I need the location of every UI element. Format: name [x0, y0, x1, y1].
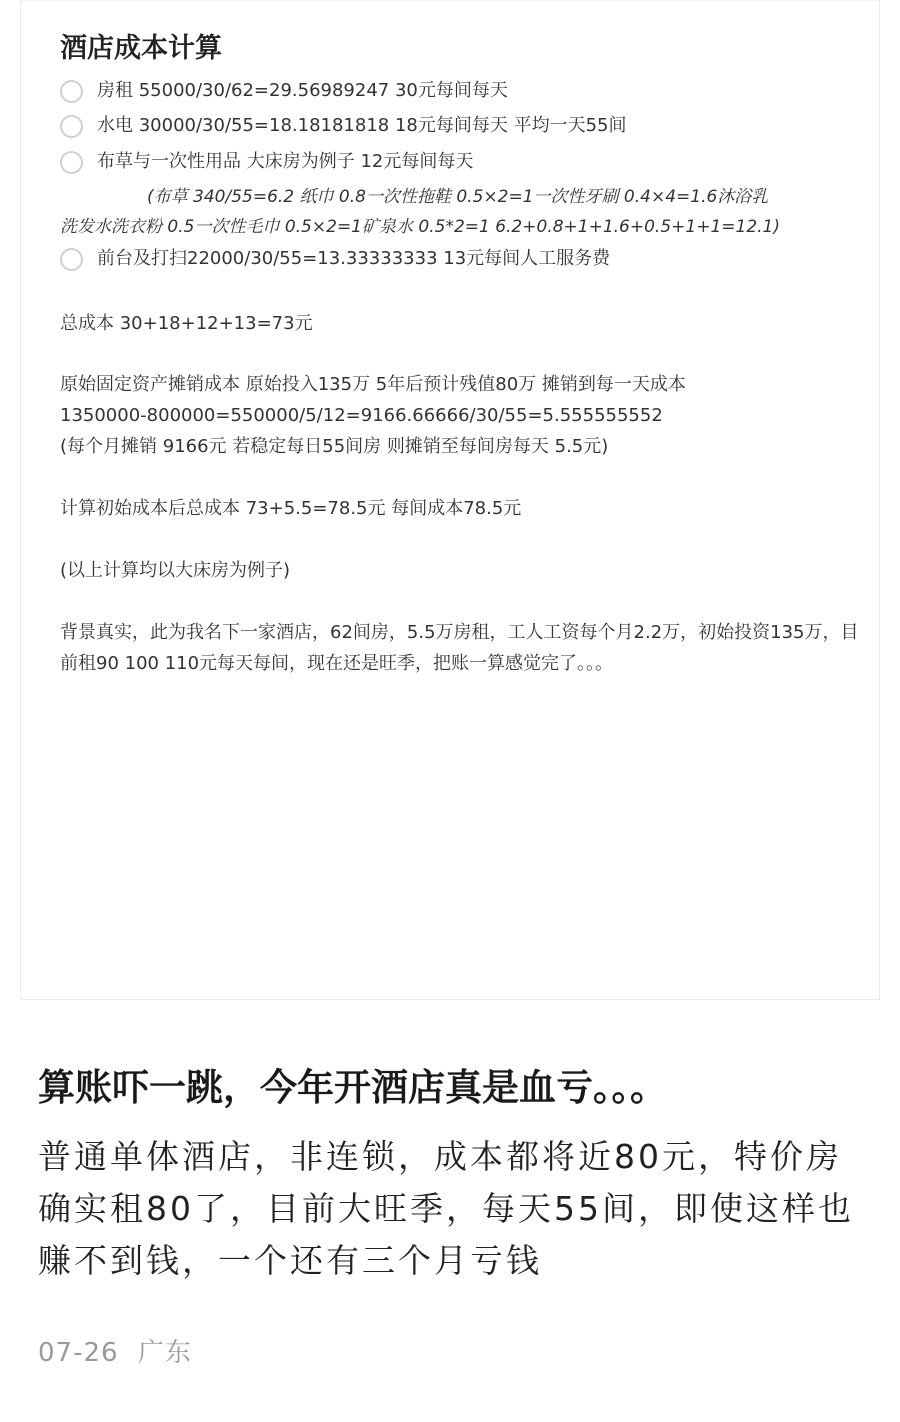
linen-detail-line-1: (布草 340/55=6.2 纸巾 0.8一次性拖鞋 0.5×2=1一次性牙刷 0.4×4=1.6沐浴乳	[147, 187, 769, 207]
amortization-line-1: 原始固定资产摊销成本 原始投入135万 5年后预计残值80万 摊销到每一天成本	[60, 374, 686, 395]
todo-checkbox[interactable]	[60, 80, 83, 103]
post-location: 广东	[137, 1338, 192, 1368]
example-note-line: (以上计算均以大床房为例子)	[60, 560, 291, 581]
todo-text: 水电 30000/30/55=18.18181818 18元每间每天 平均一天55间	[97, 115, 627, 136]
todo-item-utilities[interactable]	[60, 111, 627, 141]
amortization-line-3: (每个月摊销 9166元 若稳定每日55间房 则摊销至每间房每天 5.5元)	[60, 436, 609, 457]
total-cost-line: 总成本 30+18+12+13=73元	[60, 313, 313, 334]
todo-item-labor[interactable]	[60, 244, 610, 274]
amortization-line-2: 1350000-800000=550000/5/12=9166.66666/30/55=5.555555552	[60, 405, 663, 426]
todo-checkbox[interactable]	[60, 151, 83, 174]
post-headline: 算账吓一跳，今年开酒店真是血亏。。。	[38, 1066, 667, 1109]
todo-item-linen[interactable]	[60, 147, 473, 177]
post-date: 07-26	[38, 1338, 119, 1368]
note-screenshot-card	[20, 0, 880, 1000]
todo-checkbox[interactable]	[60, 248, 83, 271]
initial-total-cost-line: 计算初始成本后总成本 73+5.5=78.5元 每间成本78.5元	[60, 498, 522, 519]
todo-checkbox[interactable]	[60, 115, 83, 138]
linen-detail-line-2: 洗发水洗衣粉 0.5一次性毛巾 0.5×2=1矿泉水 0.5*2=1 6.2+0.8+1+1.6+0.5+1+1=12.1)	[60, 217, 781, 237]
todo-item-rent[interactable]	[60, 76, 508, 106]
post-body: 普通单体酒店，非连锁，成本都将近80元，特价房确实租80了，目前大旺季，每天55间，即使这样也赚不到钱，一个还有三个月亏钱	[38, 1137, 854, 1280]
todo-text: 房租 55000/30/62=29.56989247 30元每间每天	[97, 80, 508, 101]
todo-text: 前台及打扫22000/30/55=13.33333333 13元每间人工服务费	[97, 248, 611, 269]
note-title: 酒店成本计算	[60, 33, 222, 64]
todo-text: 布草与一次性用品 大床房为例子 12元每间每天	[97, 151, 474, 172]
background-paragraph: 背景真实，此为我名下一家酒店，62间房，5.5万房租，工人工资每个月2.2万，初始投资135万，目前租90 100 110元每天每间，现在还是旺季，把账一算感觉完了。。。	[60, 622, 859, 674]
post-meta	[38, 1336, 202, 1370]
